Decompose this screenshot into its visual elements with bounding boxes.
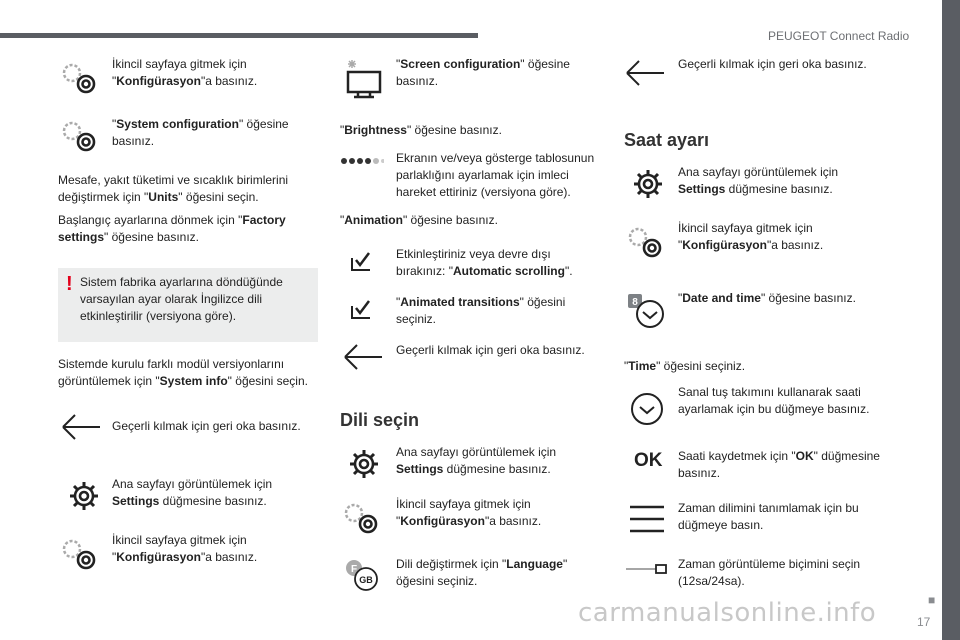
- language-heading: Dili seçin: [340, 410, 420, 430]
- ok-label: OK: [634, 450, 663, 471]
- clock-heading: Saat ayarı: [624, 130, 710, 150]
- col3-p2: Ana sayfayı görüntülemek için Settings düğmesine basınız.: [678, 165, 839, 196]
- col2-p1: "Screen configuration" öğesine basınız.: [396, 57, 570, 88]
- col1-p5: Sistemde kurulu farklı modül versiyonlarını görüntülemek için "System info" öğesini seçin.: [58, 357, 308, 388]
- top-rule-bar: [0, 33, 478, 38]
- col1-p1: İkincil sayfaya gitmek için "Konfigürasyon"a basınız.: [112, 57, 258, 88]
- gear-icon: [66, 478, 102, 514]
- page-number: 17: [917, 615, 931, 629]
- double-gear-icon: [58, 118, 102, 156]
- col3-p5: "Time" öğesini seçiniz.: [624, 359, 746, 373]
- col1-p7: Ana sayfayı görüntülemek için Settings düğmesine basınız.: [112, 477, 273, 508]
- back-arrow-icon: [60, 412, 102, 442]
- warning-text: Sistem fabrika ayarlarına döndüğünde varsayılan ayar olarak İngilizce dili etkinleştirilir (versiyona göre).: [80, 275, 283, 323]
- checkbox-checked-icon: [350, 250, 372, 272]
- date-time-icon: [626, 290, 668, 330]
- warning-icon: !: [66, 273, 73, 295]
- time-format-slider-icon: [624, 562, 668, 576]
- col1-p3: Mesafe, yakıt tüketimi ve sıcaklık birimlerini değiştirmek için "Units" öğesini seçin.: [58, 173, 289, 204]
- col3-p6: Sanal tuş takımını kullanarak saati ayarlamak için bu düğmeye basınız.: [678, 385, 870, 416]
- warning-box: [58, 268, 318, 342]
- double-gear-icon: [624, 224, 668, 262]
- col2-p6: "Animated transitions" öğesini seçiniz.: [396, 295, 566, 326]
- col3-p9: Zaman görüntüleme biçimini seçin (12sa/24sa).: [678, 557, 861, 588]
- gear-icon: [630, 166, 666, 202]
- col3-p7: Saati kaydetmek için "OK" düğmesine basınız.: [678, 449, 880, 480]
- col2-p8: Ana sayfayı görüntülemek için Settings düğmesine basınız.: [396, 445, 557, 476]
- flag-bottom-label: GB: [359, 575, 373, 585]
- col3-p1: Geçerli kılmak için geri oka basınız.: [678, 57, 867, 71]
- menu-lines-icon: [628, 504, 666, 534]
- col2-p9: İkincil sayfaya gitmek için "Konfigürasyon"a basınız.: [396, 497, 542, 528]
- double-gear-icon: [340, 500, 384, 538]
- checkbox-checked-icon: [350, 298, 372, 320]
- screen-brightness-icon: [340, 58, 386, 100]
- col1-p2: "System configuration" öğesine basınız.: [112, 117, 289, 148]
- col1-p6: Geçerli kılmak için geri oka basınız.: [112, 419, 301, 433]
- col1-p4: Başlangıç ayarlarına dönmek için "Factory settings" öğesine basınız.: [58, 213, 286, 244]
- back-arrow-icon: [342, 342, 384, 372]
- col3-p8: Zaman dilimini tanımlamak için bu düğmeye basın.: [678, 501, 859, 532]
- col2-p10: Dili değiştirmek için "Language" öğesini seçiniz.: [396, 557, 568, 588]
- brightness-slider-icon: [340, 156, 384, 166]
- clock-icon: [630, 392, 664, 426]
- watermark: carmanualsonline.info: [578, 598, 877, 628]
- col3-p3: İkincil sayfaya gitmek için "Konfigürasyon"a basınız.: [678, 221, 824, 252]
- back-arrow-icon: [624, 58, 666, 88]
- page-header: PEUGEOT Connect Radio: [768, 29, 910, 43]
- language-flag-icon: [344, 558, 384, 592]
- continue-dot: ■: [928, 593, 936, 607]
- gear-icon: [346, 446, 382, 482]
- col1-p8: İkincil sayfaya gitmek için "Konfigürasyon"a basınız.: [112, 533, 258, 564]
- col3-p4: "Date and time" öğesine basınız.: [678, 291, 856, 305]
- double-gear-icon: [58, 60, 102, 98]
- right-sidebar-bar: [942, 0, 960, 640]
- col2-p4: "Animation" öğesine basınız.: [340, 213, 498, 227]
- double-gear-icon: [58, 536, 102, 574]
- calendar-day-badge: 8: [632, 297, 638, 308]
- col2-p2: "Brightness" öğesine basınız.: [340, 123, 502, 137]
- flag-top-label: F: [350, 564, 358, 575]
- col2-p5: Etkinleştiriniz veya devre dışı bırakınız: "Automatic scrolling".: [396, 247, 573, 278]
- col2-p3: Ekranın ve/veya gösterge tablosunun parlaklığını ayarlamak için imleci hareket ettiriniz (versiyona göre).: [396, 151, 595, 199]
- col2-p7: Geçerli kılmak için geri oka basınız.: [396, 343, 585, 357]
